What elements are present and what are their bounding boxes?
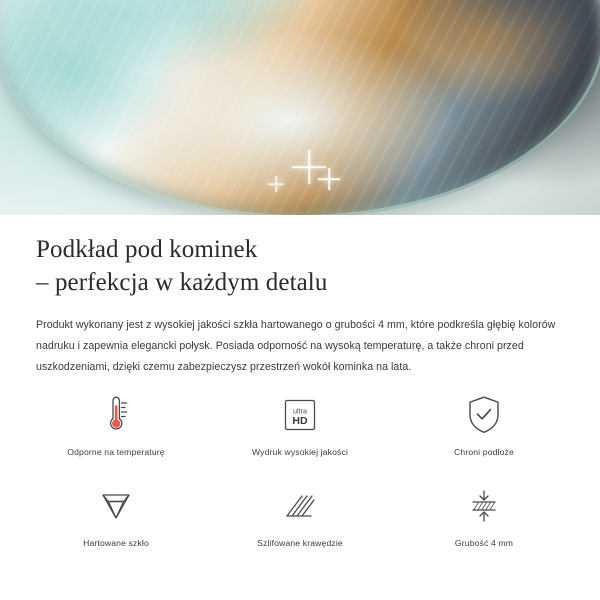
shield-check-icon [466,392,502,438]
headline-line-2: – perfekcja w każdym detalu [36,269,328,296]
feature-label: Grubość 4 mm [454,538,514,548]
feature-item-temperature [24,392,208,457]
feature-label: Odporne na temperaturę [67,447,165,457]
feature-row-1 [24,392,576,457]
glass-plate-product [0,0,600,215]
svg-text:HD: HD [292,415,308,427]
feature-row-2 [24,483,576,548]
feature-item-tempered-glass [24,483,208,548]
ultra-hd-icon [282,392,318,438]
thickness-arrows-icon [464,483,504,529]
thermometer-icon [99,392,133,438]
feature-grid [0,392,600,548]
feature-label: Hartowane szkło [83,538,149,548]
hero-image [0,0,600,215]
page-title [36,233,564,299]
feature-label: Wydruk wysokiej jakości [251,447,349,457]
feature-item-surface-protection [392,392,576,457]
feature-item-print-quality [208,392,392,457]
diamond-icon [96,483,136,529]
headline-line-1: Podkład pod kominek [36,236,258,263]
feature-item-polished-edges [208,483,392,548]
polished-edges-icon [280,483,320,529]
text-content [0,215,600,379]
feature-label: Chroni podłoże [454,447,514,457]
description-paragraph: Produkt wykonany jest z wysokiej jakości szkła hartowanego o grubości 4 mm, które podkreśla głębię kolorów nadruku i zapewnia elegancki połysk. Posiada odporność na wysoką temperaturę, a także chroni przed uszkodzeniami, dzięki czemu zabezpieczysz przestrzeń wokół kominka na lata. [36,319,556,374]
feature-label: Szlifowane krawędzie [257,538,343,548]
feature-item-thickness [392,483,576,548]
svg-text:ultra: ultra [293,406,307,416]
